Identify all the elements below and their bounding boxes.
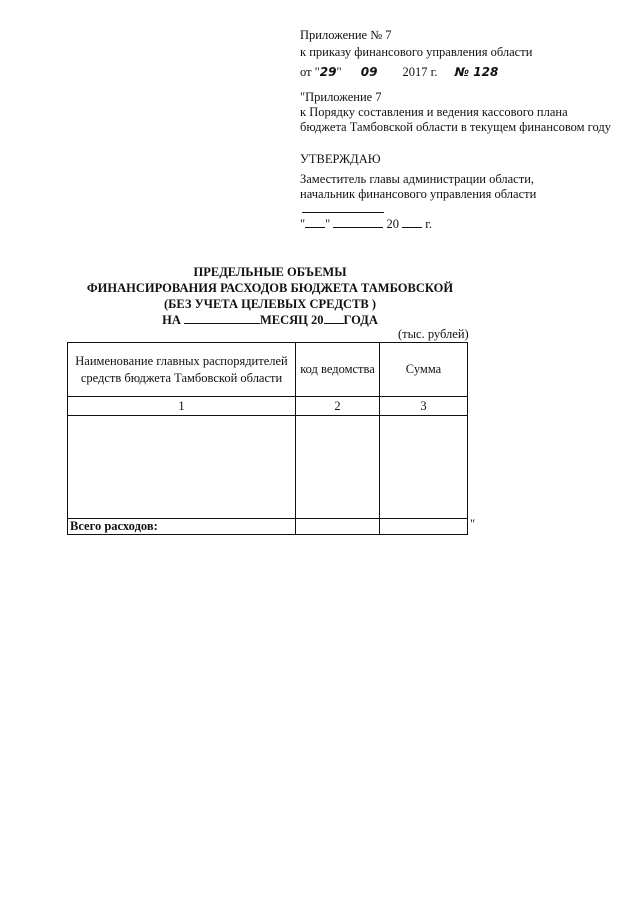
month-blank xyxy=(333,216,383,228)
title-line-2: ФИНАНСИРОВАНИЯ РАСХОДОВ БЮДЖЕТА ТАМБОВСКОЙ xyxy=(86,281,454,295)
position-line-1: Заместитель главы администрации области, xyxy=(300,172,535,186)
col3-header: Сумма xyxy=(380,343,468,397)
title-month-blank xyxy=(184,312,260,324)
year-blank xyxy=(402,216,422,228)
table-body-row xyxy=(68,416,468,519)
title-line-4 xyxy=(60,312,480,328)
approval-year-prefix: 20 xyxy=(386,217,399,231)
col1-number: 1 xyxy=(68,397,296,416)
units-label: (тыс. рублей) xyxy=(398,327,469,341)
order-number-handwritten: № 128 xyxy=(454,65,499,79)
col2-number: 2 xyxy=(296,397,380,416)
total-code xyxy=(296,519,380,535)
body-cell-1 xyxy=(68,416,296,519)
col3-number: 3 xyxy=(380,397,468,416)
closing-quote: " xyxy=(470,517,476,531)
date-day-handwritten: 29 xyxy=(319,65,337,79)
date-year: 2017 г. xyxy=(402,65,438,79)
approve-label: УТВЕРЖДАЮ xyxy=(300,152,381,166)
total-label: Всего расходов: xyxy=(68,519,296,535)
title-month: МЕСЯЦ 20 xyxy=(259,313,324,327)
approval-date-line xyxy=(300,216,432,232)
order-date-line xyxy=(300,65,498,80)
approval-date-quote-open: " xyxy=(300,217,306,231)
quote-line-2: к Порядку составления и ведения кассового плана xyxy=(300,105,568,119)
day-blank xyxy=(305,216,325,228)
quote-line-1: "Приложение 7 xyxy=(300,90,382,104)
col1-header: Наименование главных распорядителей средств бюджета Тамбовской области xyxy=(68,343,296,397)
date-quote-close: " xyxy=(336,65,342,79)
col2-header: код ведомства xyxy=(296,343,380,397)
approval-date-quote-close: " xyxy=(325,217,331,231)
limits-table xyxy=(67,342,468,535)
body-cell-3 xyxy=(380,416,468,519)
quote-line-3: бюджета Тамбовской области в текущем финансовом году xyxy=(300,120,611,134)
table-total-row xyxy=(68,519,468,535)
body-cell-2 xyxy=(296,416,380,519)
approval-year-suffix: г. xyxy=(425,217,433,231)
total-sum xyxy=(380,519,468,535)
title-line-1: ПРЕДЕЛЬНЫЕ ОБЪЕМЫ xyxy=(193,265,347,279)
title-na: НА xyxy=(162,313,181,327)
title-year: ГОДА xyxy=(343,313,378,327)
title-line-3: (БЕЗ УЧЕТА ЦЕЛЕВЫХ СРЕДСТВ ) xyxy=(163,297,377,311)
position-line-2: начальник финансового управления области xyxy=(300,187,537,201)
table-header-row xyxy=(68,343,468,397)
title-year-blank xyxy=(324,312,344,324)
signature-line xyxy=(302,212,384,213)
date-prefix: от " xyxy=(300,65,320,79)
appendix-line: Приложение № 7 xyxy=(300,28,392,42)
date-month-handwritten: 09 xyxy=(360,65,378,79)
table-number-row xyxy=(68,397,468,416)
order-line: к приказу финансового управления области xyxy=(300,45,533,59)
